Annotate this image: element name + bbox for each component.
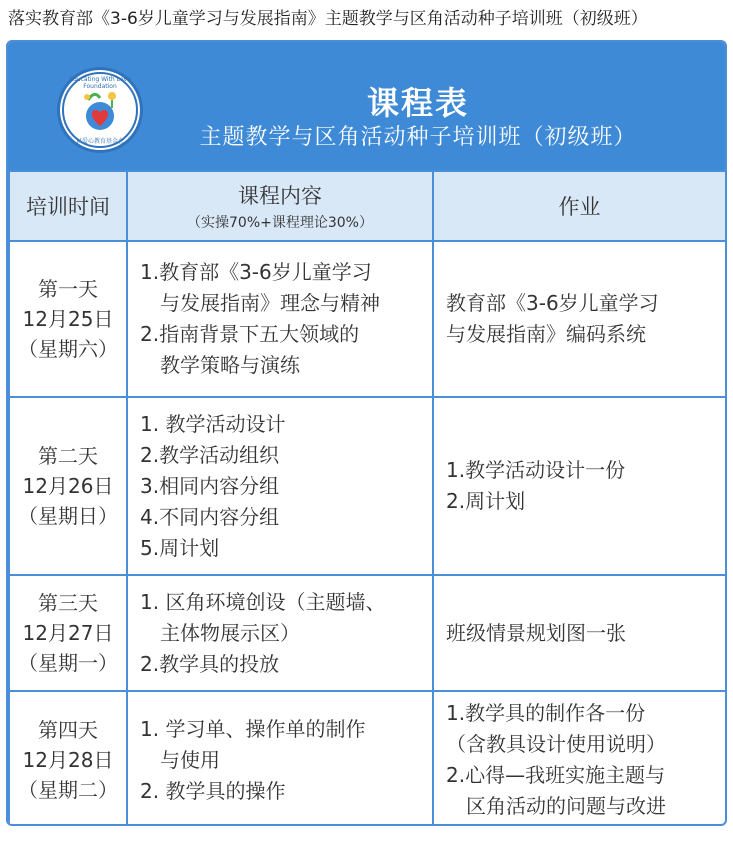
schedule-card [6, 40, 727, 826]
table-row [9, 575, 726, 691]
page-title: 落实教育部《3-6岁儿童学习与发展指南》主题教学与区角活动种子培训班（初级班） [8, 9, 648, 29]
foundation-logo [60, 70, 140, 150]
homework-cell: 教育部《3-6岁儿童学习 与发展指南》编码系统 [433, 241, 726, 397]
header-content: 课程内容 （实操70%+课程理论30%） [127, 171, 433, 241]
schedule-table [8, 170, 727, 826]
day-cell: 第一天 12月25日 （星期六） [9, 241, 127, 397]
day-cell: 第四天 12月28日 （星期二） [9, 691, 127, 826]
homework-cell: 1.教学具的制作各一份 （含教具设计使用说明） 2.心得—我班实施主题与 区角活动的问题与改进 [433, 691, 726, 826]
content-cell: 1.教育部《3-6岁儿童学习 与发展指南》理念与精神 2.指南背景下五大领域的 教学策略与演练 [127, 241, 433, 397]
content-cell: 1. 教学活动设计 2.教学活动组织 3.相同内容分组 4.不同内容分组 5.周计划 [127, 397, 433, 575]
day-cell: 第三天 12月27日 （星期一） [9, 575, 127, 691]
content-cell: 1. 学习单、操作单的制作 与使用 2. 教学具的操作 [127, 691, 433, 826]
table-row [9, 241, 726, 397]
logo-text: Educating With Love Foundation [69, 76, 131, 90]
table-row [9, 691, 726, 826]
schedule-header [8, 42, 725, 170]
day-cell: 第二天 12月26日 （星期日） [9, 397, 127, 575]
homework-cell: 1.教学活动设计一份 2.周计划 [433, 397, 726, 575]
content-cell: 1. 区角环境创设（主题墙、 主体物展示区） 2.教学具的投放 [127, 575, 433, 691]
header-content-note: （实操70%+课程理论30%） [187, 215, 373, 231]
header-time: 培训时间 [9, 171, 127, 241]
table-header-row [9, 171, 726, 241]
homework-cell: 班级情景规划图一张 [433, 575, 726, 691]
header-homework: 作业 [433, 171, 726, 241]
logo-text-cn: 以爱心教育基金会 [75, 138, 124, 145]
schedule-title: 课程表 [366, 84, 469, 122]
table-row [9, 397, 726, 575]
schedule-subtitle: 主题教学与区角活动种子培训班（初级班） [199, 125, 637, 150]
